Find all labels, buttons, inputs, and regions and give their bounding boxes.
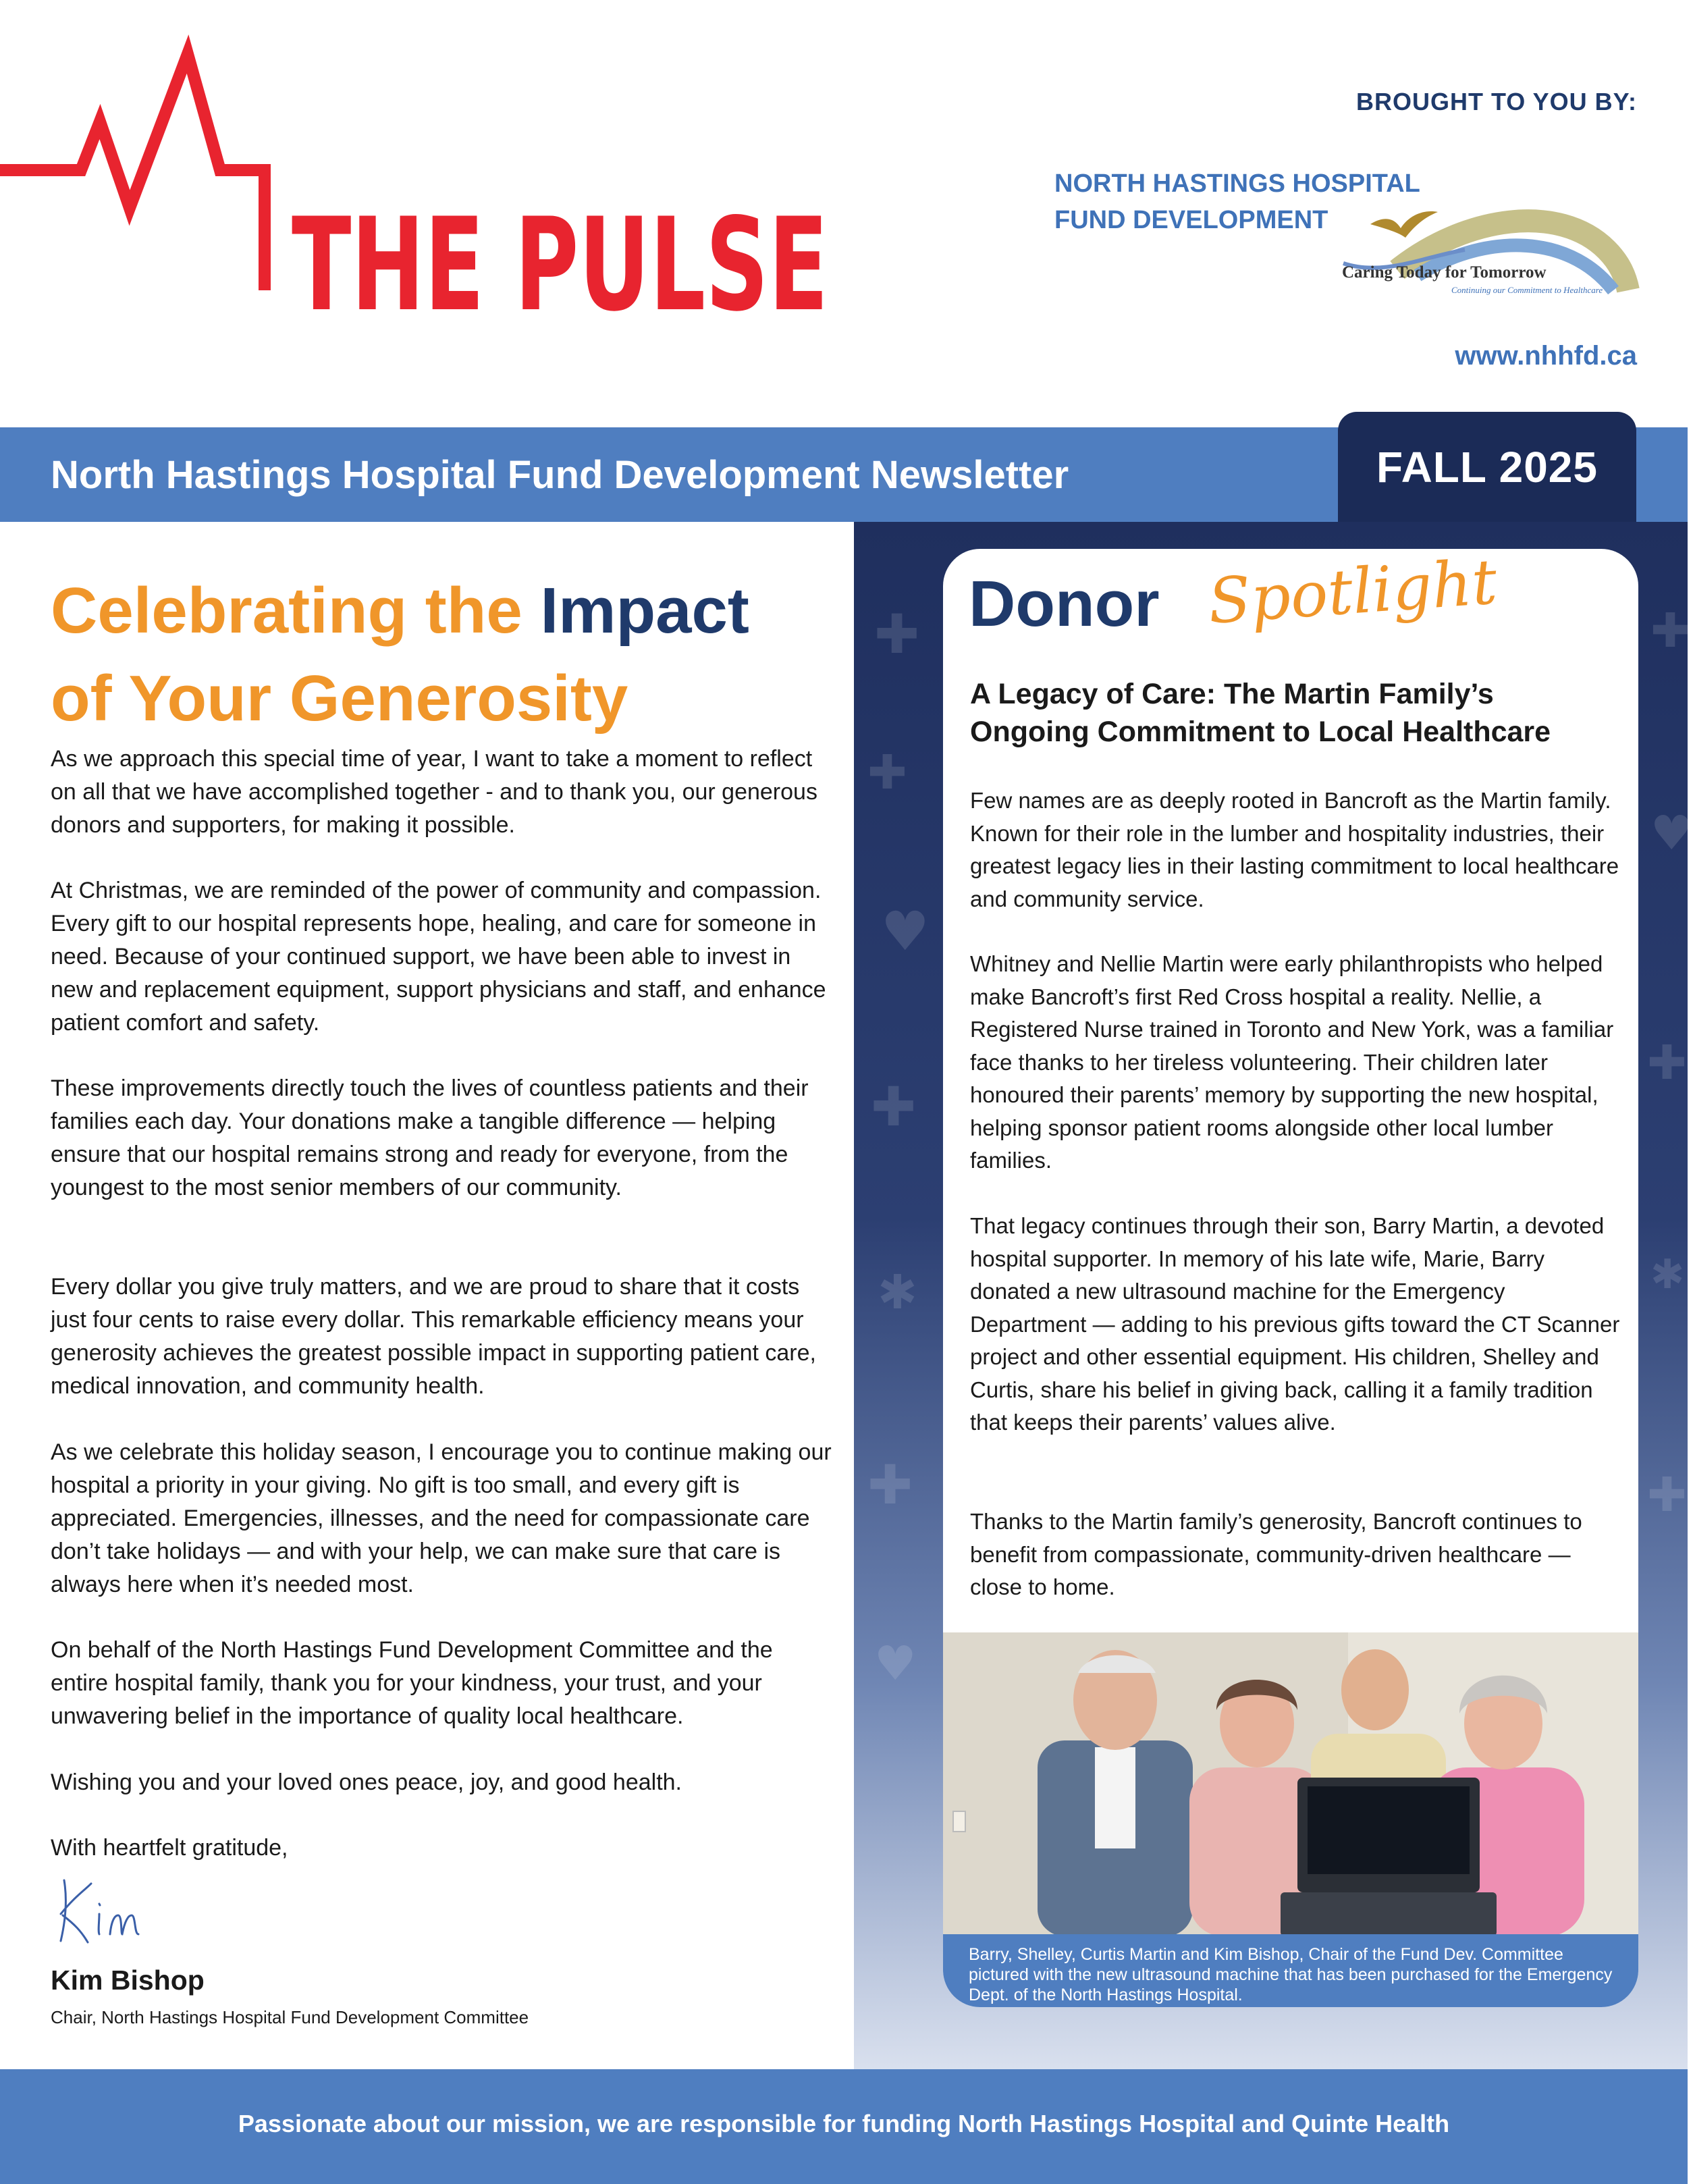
website-link[interactable]: www.nhhfd.ca: [1455, 341, 1637, 371]
season-label: FALL 2025: [1376, 443, 1598, 491]
heart-icon: ♥: [874, 1636, 917, 1691]
photo-caption: Barry, Shelley, Curtis Martin and Kim Bishop, Chair of the Fund Dev. Committee pictured with the new ultrasound machine that has been purchased for the Emergency Dept. of the North Hastings Hospital.: [969, 1945, 1613, 2004]
spotlight-paragraph: Thanks to the Martin family’s generosity, Bancroft continues to benefit from compassionate, community-driven healthcare — close to home.: [970, 1509, 1582, 1599]
closing-line: With heartfelt gratitude,: [51, 1835, 288, 1861]
handwritten-signature: [51, 1867, 186, 1948]
article-paragraph: Every dollar you give truly matters, and we are proud to share that it costs just four cents to raise every dollar. This remarkable efficiency means your generosity achieves the greatest possible impact in supporting patient care, medical innovation, and community health.: [51, 1274, 816, 1399]
article-paragraph: These improvements directly touch the lives of countless patients and their families each day. Your donations make a tangible difference — helping ensure that our hospital remains strong and ready for everyone, from the youngest to the most senior members of our community.: [51, 1075, 809, 1200]
star-icon: ✱: [1650, 1251, 1685, 1298]
signer-name: Kim Bishop: [51, 1965, 205, 1996]
medical-cross-icon: ✚: [874, 603, 920, 666]
star-icon: ✱: [878, 1264, 917, 1320]
medical-cross-icon: ✚: [867, 745, 907, 800]
bird-icon: [1370, 211, 1438, 238]
brought-by-label: BROUGHT TO YOU BY:: [1355, 88, 1637, 115]
medical-cross-icon: ✚: [871, 1075, 917, 1138]
newsletter-title: North Hastings Hospital Fund Development Newsletter: [51, 453, 1069, 497]
article-paragraph: Wishing you and your loved ones peace, joy, and good health.: [51, 1769, 682, 1795]
medical-cross-icon: ✚: [1647, 1467, 1687, 1522]
medical-cross-icon: ✚: [1647, 1035, 1687, 1090]
tagline-sub: Continuing our Commitment to Healthcare: [1451, 285, 1603, 295]
medical-cross-icon: ✚: [867, 1454, 913, 1516]
spotlight-paragraph: Whitney and Nellie Martin were early philanthropists who helped make Bancroft’s first Red Cross hospital a reality. Nellie, a Registered Nurse trained in Toronto and New York, was a familiar face thanks to her tireless volunteering. Their children later honoured their parents’ memory by supporting the new hospital, helping sponsor patient rooms alongside other local lumber families.: [970, 951, 1614, 1173]
spotlight-paragraph: Few names are as deeply rooted in Bancroft as the Martin family. Known for their role in the lumber and hospitality industries, their greatest legacy lies in their lasting commitment to local healthcare and community service.: [970, 788, 1619, 911]
martin-family-photo: [943, 1632, 1638, 1936]
signer-title: Chair, North Hastings Hospital Fund Development Committee: [51, 2007, 529, 2027]
footer-text: Passionate about our mission, we are responsible for funding North Hastings Hospital and Quinte Health: [238, 2110, 1450, 2137]
article-paragraph: As we celebrate this holiday season, I encourage you to continue making our hospital a priority in your giving. No gift is too small, and every gift is appreciated. Emergencies, illnesses, and the need for compassionate care don’t take holidays — and with your help, we can make sure that care is always here when it’s needed most.: [51, 1439, 832, 1597]
headline-part2: Impact: [540, 575, 749, 647]
article-paragraph: As we approach this special time of year, I want to take a moment to reflect on all that we have accomplished together - and to thank you, our generous donors and supporters, for making it possible.: [51, 746, 817, 838]
headline-part3: of Your Generosity: [51, 662, 628, 735]
spotlight-paragraph: That legacy continues through their son, Barry Martin, a devoted hospital supporter. In memory of his late wife, Marie, Barry donated a new ultrasound machine for the Emergency Department — adding to his previous gifts toward the CT Scanner project and other essential equipment. His children, Shelley and Curtis, share his belief in giving back, calling it a family tradition that keeps their parents’ values alive.: [970, 1213, 1620, 1435]
headline-part1: Celebrating the: [51, 575, 541, 647]
article-headline: [51, 567, 827, 743]
heart-icon: ♥: [881, 900, 930, 963]
article-paragraph: On behalf of the North Hastings Fund Development Committee and the entire hospital family, thank you for your kindness, your trust, and your unwavering belief in the importance of quality local healthcare.: [51, 1637, 773, 1729]
heart-icon: ♥: [1650, 805, 1693, 861]
pulse-logo-text: THE PULSE: [292, 190, 828, 340]
spotlight-headline: A Legacy of Care: The Martin Family’s Ongoing Commitment to Local Healthcare: [970, 678, 1551, 748]
the-pulse-logo: [0, 41, 837, 351]
spotlight-title-donor: Donor: [969, 568, 1160, 640]
org-name-line1: NORTH HASTINGS HOSPITAL: [1054, 169, 1420, 198]
article-paragraph: At Christmas, we are reminded of the power of community and compassion. Every gift to our hospital represents hope, healing, and care for someone in need. Because of your continued support, we have been able to invest in new and replacement equipment, support physicians and staff, and enhance patient comfort and safety.: [51, 878, 826, 1036]
tagline: Caring Today for Tomorrow: [1342, 263, 1547, 282]
org-name-line2: FUND DEVELOPMENT: [1054, 206, 1328, 234]
medical-cross-icon: ✚: [1650, 603, 1690, 658]
ultrasound-machine: [1281, 1778, 1497, 1936]
spotlight-title-spotlight: Spotlight: [1206, 545, 1499, 638]
